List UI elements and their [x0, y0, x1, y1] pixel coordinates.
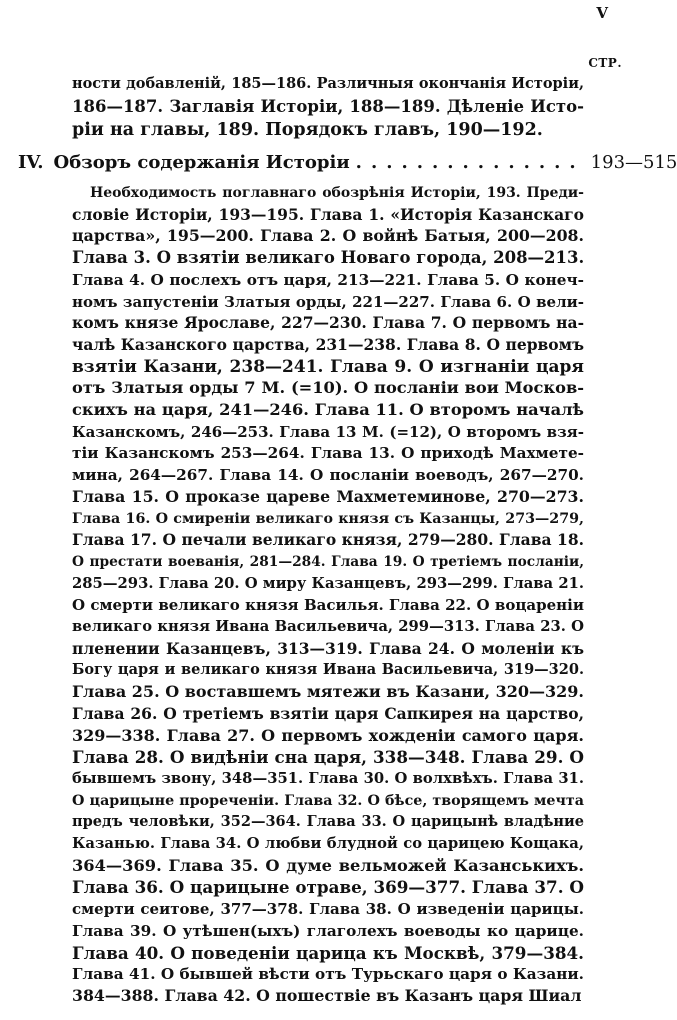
text-line: Глава 28. О видѣніи сна царя, 338—348. Глава 29. О	[72, 747, 584, 768]
text-line: пленении Казанцевъ, 313—319. Глава 24. О моленіи къ	[72, 638, 584, 658]
section-title: Обзоръ содержанія Исторіи	[53, 152, 350, 173]
text-line: Глава 40. О поведеніи царица къ Москвѣ, 379—384.	[72, 942, 584, 963]
text-line: мина, 264—267. Глава 14. О посланіи воеводъ, 267—270.	[72, 466, 584, 485]
text-line: Казанскомъ, 246—253. Глава 13 М. (=12), О второмъ взя-	[72, 422, 584, 441]
text-line: Глава 25. О воставшемъ мятежи въ Казани, 320—329.	[72, 682, 584, 702]
text-line: Глава 17. О печали великаго князя, 279—280. Глава 18.	[72, 530, 584, 550]
text-line: отъ Златыя орды 7 М. (=10). О посланіи вои Москов-	[72, 378, 584, 398]
page-column-label: СТР.	[588, 56, 622, 70]
text-line: 186—187. Заглавія Исторіи, 188—189. Дѣленіе Исто-	[72, 97, 584, 116]
text-line: Богу царя и великаго князя Ивана Васильевича, 319—320.	[72, 661, 584, 679]
text-line: 364—369. Глава 35. О думе вельможей Казанськихъ.	[72, 855, 584, 875]
text-line: Глава 39. О утѣшен(ыхъ) глаголехъ воеводы ко царице.	[72, 921, 584, 940]
text-line: предъ человѣки, 352—364. Глава 33. О царицынѣ владѣние	[72, 813, 584, 831]
text-line: 384—388. Глава 42. О пошествіе въ Казанъ царя Шиал	[72, 985, 582, 1005]
text-line: ріи на главы, 189. Порядокъ главъ, 190—192.	[72, 120, 543, 140]
text-line: великаго князя Ивана Васильевича, 299—313. Глава 23. О	[72, 618, 584, 635]
text-line: Глава 41. О бывшей вѣсти отъ Турьскаго царя о Казани.	[72, 965, 584, 984]
text-line: Глава 36. О царицыне отраве, 369—377. Глава 37. О	[72, 877, 584, 898]
text-line: ности добавленій, 185—186. Различныя окончанія Исторіи,	[72, 75, 584, 92]
text-line: Глава 3. О взятіи великаго Новаго города, 208—213.	[72, 248, 585, 268]
text-line: Казанью. Глава 34. О любви блудной со царицею Кощака,	[72, 835, 584, 852]
section-pages: 193—515	[590, 152, 677, 173]
text-line: О смерти великаго князя Василья. Глава 22. О воцареніи	[72, 596, 584, 615]
text-line: Глава 26. О третіемъ взятіи царя Сапкирея на царство,	[72, 703, 584, 723]
text-line: смерти сеитове, 377—378. Глава 38. О изведеніи царицы.	[72, 900, 584, 919]
leader-dots: ...............	[355, 152, 585, 173]
text-line: Глава 15. О проказе цареве Махметеминове, 270—273.	[72, 486, 584, 506]
text-line: 329—338. Глава 27. О первомъ хожденіи самого царя.	[72, 725, 584, 745]
text-line: чалѣ Казанского царства, 231—238. Глава 8. О первомъ	[72, 334, 584, 354]
text-line: бывшемъ звону, 348—351. Глава 30. О волхвѣхъ. Глава 31.	[72, 769, 584, 787]
text-line: номъ запустеніи Златыя орды, 221—227. Глава 6. О вели-	[72, 292, 584, 311]
text-line: царства», 195—200. Глава 2. О войнѣ Батыя, 200—208.	[72, 226, 584, 246]
section-number: IV.	[18, 152, 44, 173]
section-heading	[18, 152, 677, 173]
text-line: словіе Исторіи, 193—195. Глава 1. «Исторія Казанскаго	[72, 204, 584, 224]
text-line: взятіи Казани, 238—241. Глава 9. О изгнаніи царя	[72, 356, 584, 377]
text-line: Глава 16. О смиреніи великаго князя съ Казанцы, 273—279,	[72, 510, 584, 527]
text-line: О престати воеванія, 281—284. Глава 19. О третіемъ посланіи,	[72, 553, 584, 570]
text-line: Глава 4. О послехъ отъ царя, 213—221. Глава 5. О конеч-	[72, 270, 584, 289]
text-line: комъ князе Ярославе, 227—230. Глава 7. О первомъ на-	[72, 313, 584, 333]
text-line: 285—293. Глава 20. О миру Казанцевъ, 293—299. Глава 21.	[72, 574, 584, 592]
text-line: тіи Казанскомъ 253—264. Глава 13. О приходѣ Махмете-	[72, 444, 584, 463]
text-line: О царицыне прореченіи. Глава 32. О бѣсе, творящемъ мечта	[72, 792, 584, 809]
text-line: Необходимость поглавнаго обозрѣнія Исторіи, 193. Преди-	[90, 185, 584, 201]
text-line: скихъ на царя, 241—246. Глава 11. О второмъ началѣ	[72, 400, 584, 419]
page-number: V	[596, 4, 608, 22]
